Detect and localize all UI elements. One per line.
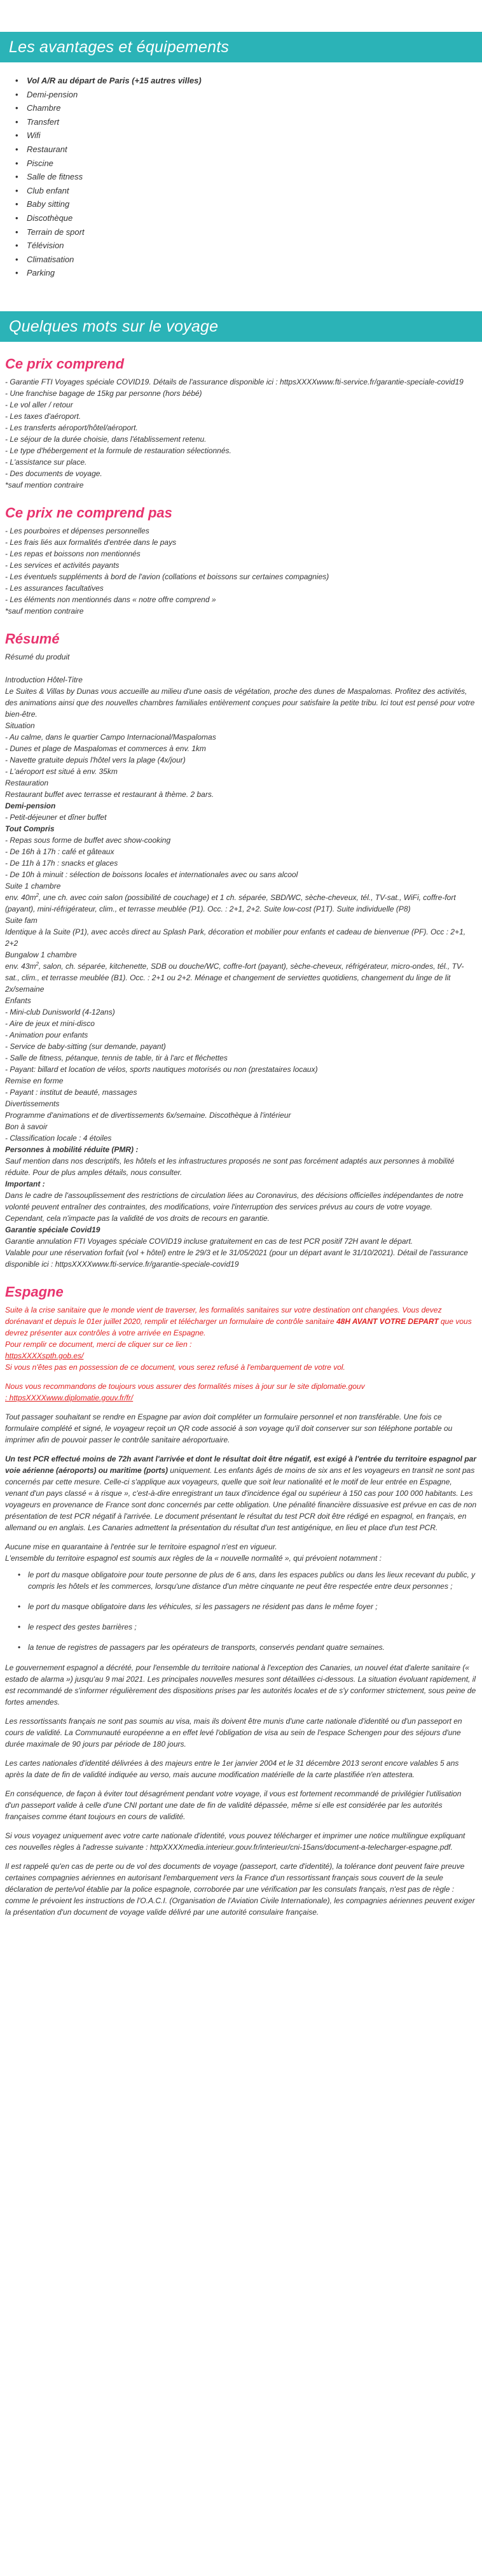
excluded-item: - Les services et activités payants bbox=[5, 560, 120, 570]
summary-line: Restauration bbox=[5, 778, 49, 787]
rule-item: • la tenue de registres de passagers par les opérateurs de transports, conservés pendant quatre semaines. bbox=[28, 1642, 477, 1653]
amenity-item: • Wifi bbox=[24, 129, 482, 143]
demi-line: - Petit-déjeuner et dîner buffet bbox=[5, 812, 107, 822]
summary-line: - Navette gratuite depuis l'hôtel vers la plage (4x/jour) bbox=[5, 755, 186, 764]
important-line: Dans le cadre de l'assouplissement des restrictions de circulation liées au Coronavirus, des décisions officielles indépendantes de notre volonté peuvent entraîner des contraintes, des modifications, voire l'interruption des services prévus au cours de votre voyage. bbox=[5, 1190, 464, 1211]
important-title: Important : bbox=[5, 1179, 45, 1188]
included-item: - Les transferts aéroport/hôtel/aéroport. bbox=[5, 423, 138, 432]
info-line: - Animation pour enfants bbox=[5, 1030, 88, 1039]
amenity-item: • Baby sitting bbox=[24, 197, 482, 211]
espagne-p6: Les ressortissants français ne sont pas soumis au visa, mais ils doivent être munis d'une carte nationale d'identité ou d'un passeport en cours de validité. La Communauté européenne a en effet levé l'obligation de visa au sein de l'espace Schengen pour des séjours d'une durée maximale de 90 jours par période de 180 jours. bbox=[5, 1716, 462, 1749]
tout-line: - Repas sous forme de buffet avec show-cooking bbox=[5, 835, 171, 845]
garantie-text bbox=[5, 1235, 477, 1270]
included-item: - Le séjour de la durée choisie, dans l'établissement retenu. bbox=[5, 434, 207, 444]
demi-list bbox=[5, 812, 477, 823]
espagne-p3: Aucune mise en quarantaine à l'entrée sur le territoire espagnol n'est en vigueur. bbox=[5, 1542, 277, 1551]
summary-line: - Au calme, dans le quartier Campo Internacional/Maspalomas bbox=[5, 732, 216, 742]
trip-details bbox=[0, 356, 482, 1918]
included-item: - Les taxes d'aéroport. bbox=[5, 411, 81, 421]
info-line: Bon à savoir bbox=[5, 1122, 48, 1131]
summary-line: - L'aéroport est situé à env. 35km bbox=[5, 766, 118, 776]
amenity-item: • Club enfant bbox=[24, 184, 482, 198]
espagne-p8: En conséquence, de façon à éviter tout désagrément pendant votre voyage, il vous est fortement recommandé de privilégier l'utilisation d'un passeport valide à celle d'une CNI portant une date de fin de validité dépassée, même si elle est considérée par les autorités françaises comme étant toujours en cours de validité. bbox=[5, 1789, 462, 1821]
garantie-title: Garantie spéciale Covid19 bbox=[5, 1225, 100, 1234]
espagne-p2: Un test PCR effectué moins de 72h avant l'arrivée et dont le résultat doit être négatif, est exigé à l'entrée du territoire espagnol par voie aérienne (aéroports) ou maritime (ports) uniquement. Les enfants âgés de moins de six ans et les voyageurs en transit ne sont pas concernés par cette mesure. Celle-ci s'applique aux voyageurs, quelle que soit leur nationalité et le motif de leur entrée en Espagne, venant d'un pays classé « à risque », c'est-à-dire enregistrant un taux d'incidence égal ou supérieur à 150 cas pour 100 000 habitants. Les voyageurs en provenance de France sont donc concernés par cette obligation. Une pénalité financière dissuasive est prévue en cas de non présentation de test PCR négatif à l'arrivée. Le document présentant le résultat du test PCR doit être rédigé en espagnol, en français, en allemand ou en anglais. Les Canaries admettent la présentation du résultat d'un test antigénique, en lieu et place d'un test PCR. bbox=[5, 1454, 477, 1532]
amenity-item: • Piscine bbox=[24, 157, 482, 171]
rule-item: • le port du masque obligatoire pour toute personne de plus de 6 ans, dans les espaces publics ou dans les lieux recevant du public, y compris les hôtels et les commerces, lorsqu'une distance d'un mètre cinquante ne peut être respectée entre deux personnes ; bbox=[28, 1569, 477, 1592]
excluded-item: *sauf mention contraire bbox=[5, 606, 84, 616]
amenity-item: • Demi-pension bbox=[24, 88, 482, 102]
important-line: Cependant, cela n'impacte pas la validité de vos droits de recours en garantie. bbox=[5, 1213, 270, 1223]
info-line: Enfants bbox=[5, 996, 31, 1005]
amenity-item: • Salle de fitness bbox=[24, 170, 482, 184]
tout-title: Tout Compris bbox=[5, 824, 55, 833]
espagne-title: Espagne bbox=[5, 1283, 64, 1300]
diplomatie-link[interactable]: : httpsXXXXwww.diplomatie.gouv.fr/fr/ bbox=[5, 1393, 134, 1402]
amenity-item: • Chambre bbox=[24, 101, 482, 115]
included-item: - Le type d'hébergement et la formule de restauration sélectionnés. bbox=[5, 446, 231, 455]
included-item: - Le vol aller / retour bbox=[5, 400, 73, 409]
info-line: Programme d'animations et de divertissements 6x/semaine. Discothèque à l'intérieur bbox=[5, 1110, 291, 1120]
included-item: - Des documents de voyage. bbox=[5, 468, 102, 478]
amenity-item: • Restaurant bbox=[24, 143, 482, 157]
summary-line: Le Suites & Villas by Dunas vous accueille au milieu d'une oasis de végétation, proche des dunes de Maspalomas. Profitez des activités, des animations ainsi que des nouvelles chambres familiales entièrement conçues pour satisfaire la petite tribu. Ici tout est pensé pour votre bien-être. bbox=[5, 686, 475, 719]
espagne-rules-list bbox=[5, 1569, 477, 1653]
espagne-refusal: Si vous n'êtes pas en possession de ce document, vous serez refusé à l'embarquement de votre vol. bbox=[5, 1362, 345, 1372]
excluded-item: - Les frais liés aux formalités d'entrée dans le pays bbox=[5, 537, 177, 547]
summary-subtitle: Résumé du produit bbox=[5, 652, 70, 661]
info-line: - Salle de fitness, pétanque, tennis de table, tir à l'arc et fléchettes bbox=[5, 1053, 228, 1062]
amenity-item: • Discothèque bbox=[24, 211, 482, 225]
excluded-list bbox=[5, 525, 477, 617]
important-text bbox=[5, 1190, 477, 1224]
excluded-item: - Les éventuels suppléments à bord de l'avion (collations et boissons sur certaines compagnies) bbox=[5, 572, 329, 581]
amenities-title: Les avantages et équipements bbox=[9, 38, 230, 56]
amenities-header bbox=[0, 32, 482, 62]
espagne-p10: Il est rappelé qu'en cas de perte ou de vol des documents de voyage (passeport, carte d'identité), la tolérance dont peuvent faire preuve certaines compagnies aériennes en autorisant l'embarquement vers la France d'un ressortissant français sous couvert de la seule déclaration de perte/vol établie par la police espagnole, corroborée par une vérification par les consulats français, n'est pas de règle : comme le prévoient les instructions de l'O.A.C.I. (Organisation de l'Aviation Civile Internationale), les compagnies aériennes peuvent exiger la présentation d'un document de voyage valide délivré par une autorité consulaire française. bbox=[5, 1861, 475, 1917]
amenity-item: • Transfert bbox=[24, 115, 482, 129]
espagne-p4: L'ensemble du territoire espagnol est soumis aux règles de la « nouvelle normalité », qui prévoient notamment : bbox=[5, 1553, 382, 1563]
included-item: - Une franchise bagage de 15kg par personne (hors bébé) bbox=[5, 388, 202, 398]
suite-line: Bungalow 1 chambre bbox=[5, 950, 77, 959]
excluded-item: - Les repas et boissons non mentionnés bbox=[5, 549, 141, 558]
included-item: - Garantie FTI Voyages spéciale COVID19. Détails de l'assurance disponible ici : httpsXXXXwww.fti-service.fr/garantie-speciale-covid19 bbox=[5, 377, 464, 386]
included-item: - L'assistance sur place. bbox=[5, 457, 87, 467]
page bbox=[0, 32, 482, 1918]
spth-link[interactable]: httpsXXXXspth.gob.es/ bbox=[5, 1351, 84, 1360]
rule-item: • le respect des gestes barrières ; bbox=[28, 1621, 477, 1633]
espagne-p9: Si vous voyagez uniquement avec votre carte nationale d'identité, vous pouvez télécharger et imprimer une notice multilingue expliquant ces nouvelles règles à l'adresse suivante : httpXXXXmedia.interieur.gouv.fr/interieur/cni-15ans/document-a-telecharger-espagne.pdf. bbox=[5, 1831, 465, 1852]
info-line: - Classification locale : 4 étoiles bbox=[5, 1133, 112, 1143]
summary-line: Introduction Hôtel-Titre bbox=[5, 675, 83, 684]
included-item: *sauf mention contraire bbox=[5, 480, 84, 489]
excluded-title: Ce prix ne comprend pas bbox=[5, 504, 172, 521]
info-line: - Aire de jeux et mini-disco bbox=[5, 1018, 95, 1028]
excluded-item: - Les éléments non mentionnés dans « notre offre comprend » bbox=[5, 595, 216, 604]
summary-title: Résumé bbox=[5, 630, 60, 647]
summary-text bbox=[5, 674, 477, 800]
demi-title: Demi-pension bbox=[5, 801, 56, 810]
amenities-list bbox=[0, 74, 482, 280]
info-line: Remise en forme bbox=[5, 1076, 64, 1085]
amenity-item: • Télévision bbox=[24, 239, 482, 253]
suite-line: Suite fam bbox=[5, 915, 38, 925]
tout-line: - De 11h à 17h : snacks et glaces bbox=[5, 858, 118, 868]
amenity-item: • Parking bbox=[24, 266, 482, 280]
info-line: - Mini-club Dunisworld (4-12ans) bbox=[5, 1007, 115, 1017]
excluded-item: - Les pourboires et dépenses personnelles bbox=[5, 526, 149, 535]
suite-more bbox=[5, 915, 477, 961]
espagne-p5: Le gouvernement espagnol a décrété, pour l'ensemble du territoire national à l'exception des Canaries, un nouvel état d'alerte sanitaire (« estado de alarma ») jusqu'au 9 mai 2021. Les principales nouvelles mesures sont détaillées ci-dessous. La situation évoluant rapidement, il est recommandé de s'informer régulièrement des dispositions prises par les autorités locales et de s'y conformer strictement, sous peine de fortes amendes. bbox=[5, 1663, 476, 1707]
info-line: - Payant : institut de beauté, massages bbox=[5, 1087, 137, 1097]
info-line: - Service de baby-sitting (sur demande, payant) bbox=[5, 1041, 166, 1051]
excluded-item: - Les assurances facultatives bbox=[5, 583, 104, 593]
amenity-item: • Climatisation bbox=[24, 253, 482, 267]
info-line: - Payant: billard et location de vélos, sports nautiques motorisés ou non (prestataires locaux) bbox=[5, 1064, 318, 1074]
amenity-item: • Terrain de sport bbox=[24, 225, 482, 239]
tout-line: - De 16h à 17h : café et gâteaux bbox=[5, 847, 114, 856]
pmr-text: Sauf mention dans nos descriptifs, les hôtels et les infrastructures proposés ne sont pas forcément adaptés aux personnes à mobilité réduite. Pour de plus amples détails, nous consulter. bbox=[5, 1156, 455, 1177]
enfants-list bbox=[5, 995, 477, 1144]
espagne-form-text: Pour remplir ce document, merci de cliquer sur ce lien : bbox=[5, 1339, 192, 1349]
bungalow-description: env. $43m^2$, salon, ch. séparée, kitchenette, SDB ou douche/WC, coffre-fort (payant), sèche-cheveux, réfrigérateur, micro-ondes, tél., TV-sat., clim., et terrasse meublée (B1). Occ. : 2+1 ou 2+2. Ménage et changement de serviettes quotidiens, changement du linge de lit 2x/semaine bbox=[5, 961, 464, 994]
espagne-p1: Tout passager souhaitant se rendre en Espagne par avion doit compléter un formulaire personnel et non transférable. Une fois ce formulaire complété et signé, le voyageur reçoit un QR code associé à son voyage qu'il doit conserver sur son téléphone portable ou imprimer afin de pouvoir passer le contrôle sanitaire aéroportuaire. bbox=[5, 1412, 453, 1444]
about-header bbox=[0, 311, 482, 342]
tout-line: - De 10h à minuit : sélection de boissons locales et internationales avec ou sans alcool bbox=[5, 869, 298, 879]
info-line: Divertissements bbox=[5, 1099, 60, 1108]
amenity-item: • Vol A/R au départ de Paris (+15 autres villes) bbox=[24, 74, 482, 88]
suite-description: env. $40m^2$, une ch. avec coin salon (possibilité de couchage) et 1 ch. séparée, SBD/WC, sèche-cheveux, tél., TV-sat., WiFi, coffre-fort (payant), mini-réfrigérateur, clim., et terrasse meublée (P1). Occ. : 2+1, 2+2. Suite low-cost (P1T). Suite individuelle (P8) bbox=[5, 892, 456, 913]
included-title: Ce prix comprend bbox=[5, 355, 125, 372]
suite-line: Identique à la Suite (P1), avec accès direct au Splash Park, décoration et mobilier pour enfants et cadeau de bienvenue (PF). Occ : 2+1, 2+2 bbox=[5, 927, 466, 948]
tout-list bbox=[5, 834, 477, 892]
espagne-alert: Suite à la crise sanitaire que le monde vient de traverser, les formalités sanitaires sur votre destination ont changées. Vous devez dorénavant et depuis le 01er juillet 2020, remplir et télécharger un formulaire de contrôle sanitaire 48H AVANT VOTRE DEPART que vous devrez présenter aux contrôles à votre arrivée en Espagne. bbox=[5, 1305, 472, 1337]
espagne-diplomatie-text: Nous vous recommandons de toujours vous assurer des formalités mises à jour sur le site diplomatie.gouv bbox=[5, 1381, 365, 1391]
garantie-line: Garantie annulation FTI Voyages spéciale COVID19 incluse gratuitement en cas de test PCR positif 72H avant le départ. bbox=[5, 1236, 413, 1246]
summary-line: Situation bbox=[5, 721, 35, 730]
garantie-line: Valable pour une réservation forfait (vol + hôtel) entre le 29/3 et le 31/05/2021 (pour un départ avant le 31/10/2021). Détail de l'assurance disponible ici : httpsXXXXwww.fti-service.fr/garantie-speciale-covid19 bbox=[5, 1248, 468, 1269]
espagne-p7: Les cartes nationales d'identité délivrées à des majeurs entre le 1er janvier 2004 et le 31 décembre 2013 seront encore valables 5 ans après la date de fin de validité indiquée au verso, mais aucune modification matérielle de la carte plastifiée n'en attestera. bbox=[5, 1758, 459, 1779]
pmr-title: Personnes à mobilité réduite (PMR) : bbox=[5, 1144, 139, 1154]
about-title: Quelques mots sur le voyage bbox=[9, 317, 219, 335]
included-list bbox=[5, 376, 477, 491]
tout-line: Suite 1 chambre bbox=[5, 881, 61, 890]
summary-line: Restaurant buffet avec terrasse et restaurant à thème. 2 bars. bbox=[5, 789, 214, 799]
rule-item: • le port du masque obligatoire dans les véhicules, si les passagers ne résident pas dans le même foyer ; bbox=[28, 1601, 477, 1612]
summary-line: - Dunes et plage de Maspalomas et commerces à env. 1km bbox=[5, 743, 206, 753]
